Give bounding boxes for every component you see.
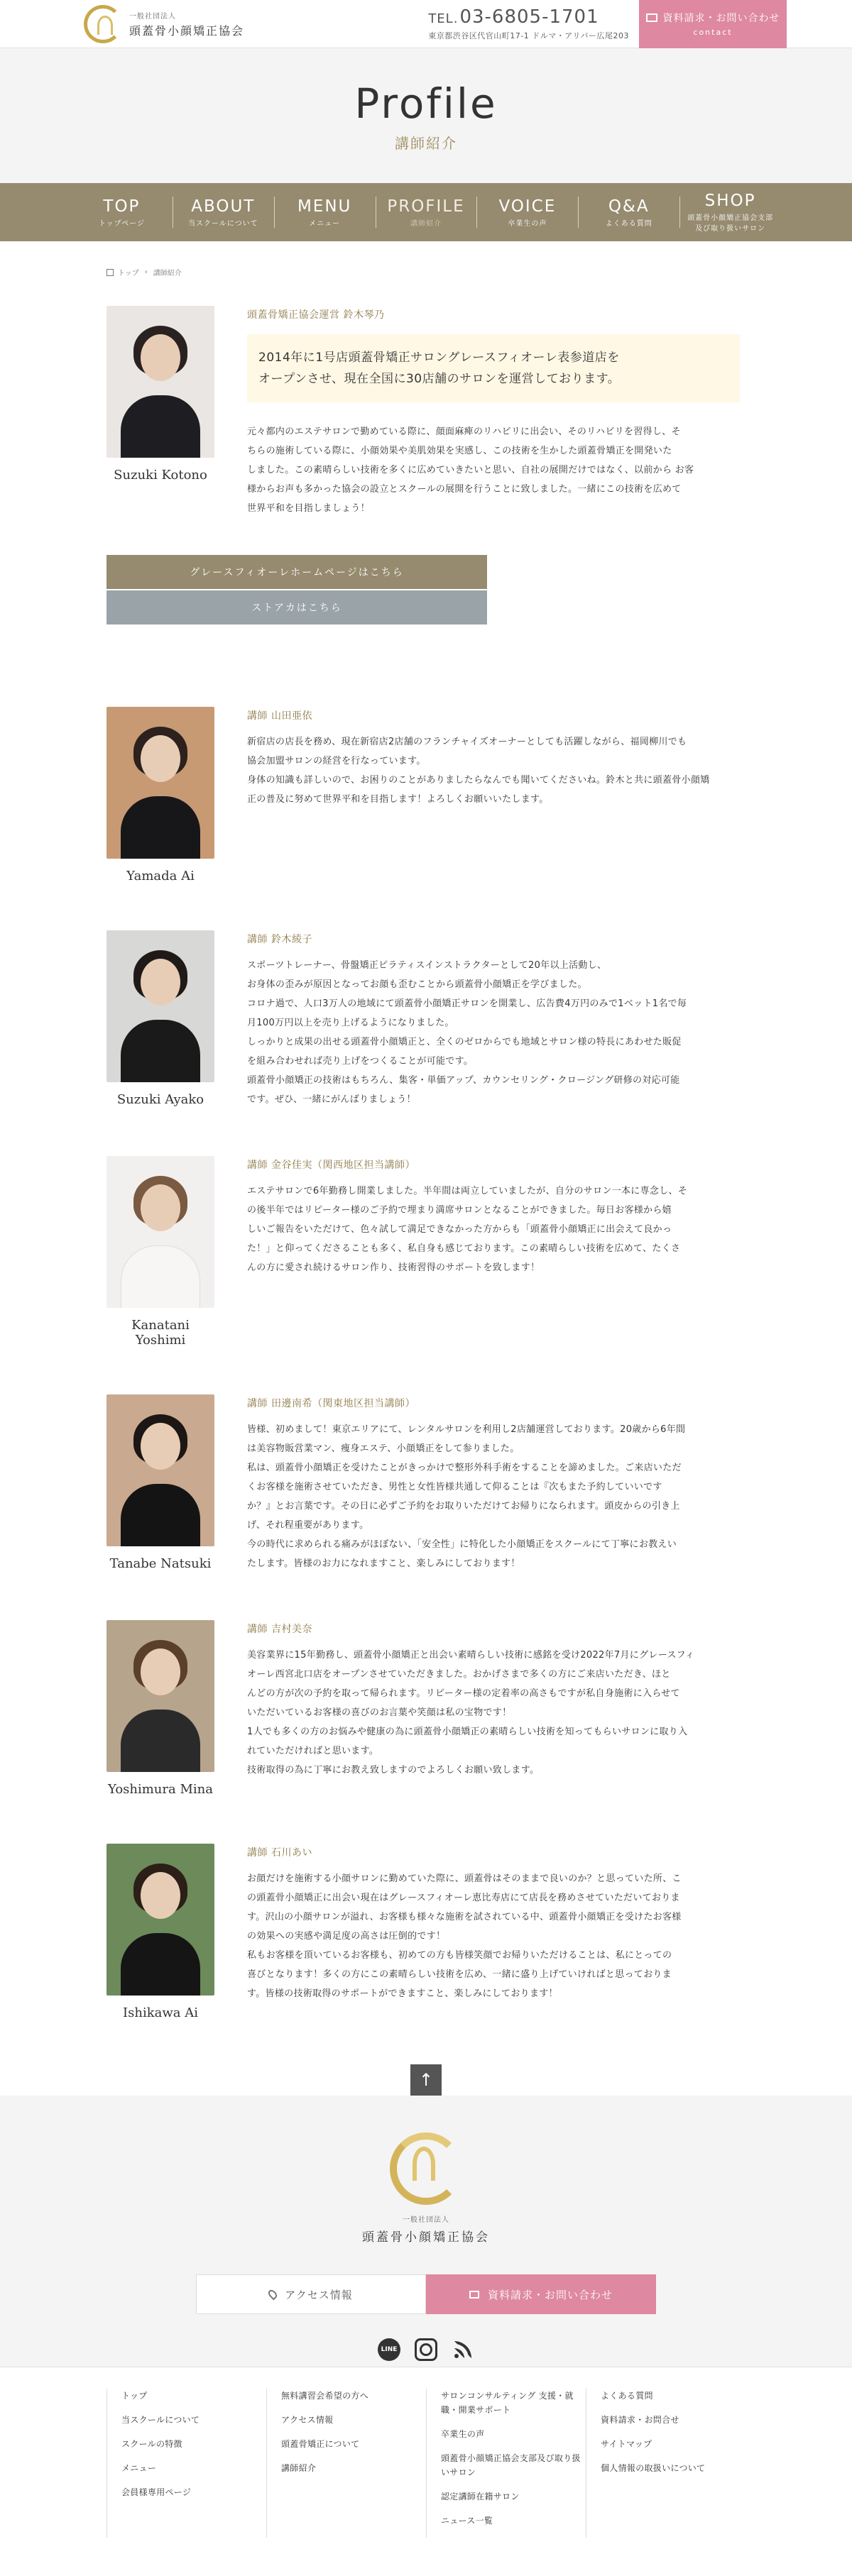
profile-card [106,1620,746,1797]
nav-profile[interactable]: PROFILE 講師紹介 [376,194,477,231]
tel-block[interactable] [428,6,629,41]
profile-role: 講師 吉村美奈 [247,1624,312,1635]
instagram-icon[interactable] [415,2338,437,2361]
sitemap-column [426,2389,586,2538]
mail-icon [646,13,657,22]
sitemap-link[interactable]: トップ [121,2391,148,2401]
profile-name: Yamada Ai [126,869,195,884]
sitemap-link[interactable]: 講師紹介 [281,2463,317,2473]
mail-icon [469,2291,479,2299]
social-links [0,2338,852,2361]
profile-photo [106,707,214,859]
line-icon[interactable]: LINE [378,2338,400,2361]
profile-role: 講師 山田亜依 [247,710,312,722]
header-contact-button[interactable]: 資料請求・お問い合わせ contact [639,0,787,48]
sitemap-link[interactable]: 頭蓋骨矯正について [281,2439,360,2449]
profile-photo [106,306,214,458]
access-button[interactable]: アクセス情報 [196,2274,426,2314]
global-nav [0,183,852,241]
site-logo[interactable] [84,5,244,43]
nav-shop[interactable]: SHOP 頭蓋骨小顔矯正協会支部 及び取り扱いサロン [679,194,781,231]
profile-description: スポーツトレーナー、骨盤矯正ピラティスインストラクターとして20年以上活動し、 お身体の歪みが原因となってお顔も歪むことから頭蓋骨小顔矯正を学びました。 コロナ過で、人口3万人の地域にて頭蓋骨小顔矯正サロンを開業し、広告費4万円のみで1ベット1名で毎 月100万円以上を売り上げるようになりました。 しっかりと成果の出せる頭蓋骨小顔矯正と、全くのゼロからでも地域とサロン様の特長にあわせた販促 を組み合わせれば売り上げをつくることが可能です。 頭蓋骨小顔矯正の技術はもちろん、集客・単価アップ、カウンセリング・クロージング研修の対応可能 です。ぜひ、一緒にがんばりましょう！ [247,960,687,1105]
profile-card [106,1394,746,1573]
back-to-top-button[interactable] [410,2064,442,2096]
sitemap-link[interactable]: 無料講習会希望の方へ [281,2391,369,2401]
sitemap-link[interactable]: 資料請求・お問合せ [601,2415,679,2425]
profile-name: Tanabe Natsuki [109,1556,212,1571]
profile-name: Suzuki Ayako [116,1092,204,1107]
profile-photo [106,1394,214,1546]
profile-name: Suzuki Kotono [114,468,207,483]
page-hero [0,48,852,183]
sitemap-link[interactable]: スクールの特徴 [121,2439,182,2449]
profile-highlight: 2014年に1号店頭蓋骨矯正サロングレースフィオーレ表参道店を オープンさせ、現在全国に30店舗のサロンを運営しております。 [247,334,740,402]
logo-main-text: 頭蓋骨小顔矯正協会 [129,23,245,38]
profile-description: 美容業界に15年勤務し、頭蓋骨小顔矯正と出会い素晴らしい技術に感銘を受け2022年7月にグレースフィ オーレ西宮北口店をオープンさせていただきました。おかげさまで多くの方にご来店いただき、ほと んどの方が次の予約を取って帰られます。リピーター様の定着率の高さもですが私自身施術に入らせて いただいているお客様の喜びのお言葉や笑顔は私の宝物です！ 1人でも多くの方のお悩みや健康の為に頭蓋骨小顔矯正の素晴らしい技術を知ってもらいサロンに取り入 れていただければと思います。 技術取得の為に丁寧にお教え致しますのでよろしくお願い致します。 [247,1650,695,1776]
sitemap-link[interactable]: 卒業生の声 [441,2429,485,2439]
sitemap-link[interactable]: 個人情報の取扱いについて [601,2463,706,2473]
sitemap-column [586,2389,746,2538]
profile-description: お顔だけを施術する小顔サロンに勤めていた際に、頭蓋骨はそのままで良いのか？と思っていた所、こ の頭蓋骨小顔矯正に出会い現在はグレースフィオーレ恵比寿店にて店長を務めさせていただいておりま す。沢山の小顔サロンが溢れ、お客様も様々な施術を試されている中、頭蓋骨小顔矯正を受けたお客様 の効果への実感や満足度の高さは圧倒的です！ 私もお客様を頂いているお客様も、初めての方も皆様笑顔でお帰りいただけることは、私にとっての 喜びとなります！多くの方にこの素晴らしい技術を広め、一緒に盛り上げていければと思っておりま す。皆様の技術取得のサポートができますこと、楽しみにしております！ [247,1873,682,1999]
profile-photo [106,1156,214,1308]
rss-icon[interactable] [452,2338,474,2361]
profile-card [106,306,746,518]
page-subtitle: 講師紹介 [395,135,457,152]
profile-name: Yoshimura Mina [108,1782,213,1797]
profile-name: Ishikawa Ai [123,2005,198,2020]
profile-name: Kanatani Yoshimi [131,1318,190,1348]
profile-role: 講師 田邊南希（関東地区担当講師） [247,1398,415,1409]
chevron-right-icon: › [144,268,148,276]
sitemap-link[interactable]: 認定講師在籍サロン [441,2492,520,2501]
profile-card [106,1156,746,1348]
nav-top[interactable]: TOP トップページ [98,197,145,228]
footer-contact-button[interactable]: 資料請求・お問い合わせ [426,2274,656,2314]
nav-voice[interactable]: VOICE 卒業生の声 [476,194,578,231]
profile-description: 皆様、初めまして！東京エリアにて、レンタルサロンを利用し2店舗運営しております。20歳から6年間 は美容物販営業マン、痩身エステ、小顔矯正をして参りました。 私は、頭蓋骨小顔矯正を受けたことがきっかけで整形外科手術をすることを諦めました。ご来店いただ くお客様を施術させていただき、男性と女性皆様共通して仰ることは『次もまた予約していいです か？』とお言葉です。その日に必ずご予約をお取りいただけてお帰りになられます。頭皮からの引き上 げ、それ程重要があります。 今の時代に求められる痛みがほぼない、「安全性」に特化した小顔矯正をスクールにて丁寧にお教えい たします。皆様のお力になれますこと、楽しみにしております！ [247,1424,686,1569]
page-title: Profile [354,79,498,128]
profile-role: 講師 石川あい [247,1847,312,1859]
sitemap-link[interactable]: メニュー [121,2463,157,2473]
homepage-link-button[interactable]: グレースフィオーレホームページはこちら [106,555,487,589]
sitemap-link[interactable]: 会員様専用ページ [121,2487,192,2497]
arrow-up-icon: ↑ [418,2070,434,2090]
breadcrumb-home[interactable]: トップ [118,270,139,277]
footer-logo-small: 一般社団法人 [403,2216,449,2224]
site-footer [0,2096,852,2367]
sitemap-link[interactable]: アクセス情報 [281,2415,334,2425]
site-header [0,0,852,48]
profile-card [106,1844,746,2020]
profile-card [106,930,746,1109]
breadcrumb-current: 講師紹介 [153,270,182,277]
store-link-button[interactable]: ストアカはこちら [106,590,487,624]
sitemap-link[interactable]: サイトマップ [601,2439,652,2449]
footer-logo-icon[interactable] [387,2130,465,2208]
nav-qa[interactable]: Q&A よくある質問 [578,194,679,231]
sitemap-link[interactable]: ニュース一覧 [441,2516,493,2526]
profile-photo [106,1844,214,1996]
map-pin-icon [267,2289,279,2301]
profile-list [0,306,852,2020]
profile-card [106,707,746,884]
profile-description: エステサロンで6年勤務し開業しました。半年間は両立していましたが、自分のサロン一本に専念し、そ の後半年ではリピーター様のご予約で埋まり満席サロンとなることができました。毎日お客様から嬉 しいご報告をいただけて、色々試して満足できなかった方からも「頭蓋骨小顔矯正に出会えて良かっ た！」と仰ってくださることも多く、私自身も感じております。この素晴らしい技術を広めて、たくさ んの方に愛され続けるサロン作り、技術習得のサポートを致します！ [247,1186,688,1273]
profile-description: 新宿店の店長を務め、現在新宿店2店舗のフランチャイズオーナーとしても活躍しながら、福岡柳川でも 協会加盟サロンの経営を行なっています。 身体の知識も詳しいので、お困りのことがありましたらなんでも聞いてくださいね。鈴木と共に頭蓋骨小顔矯 正の普及に努めて世界平和を目指します！よろしくお願いいたします。 [247,737,710,805]
profile-role: 頭蓋骨矯正協会運営 鈴木琴乃 [247,309,385,321]
breadcrumb [106,267,852,277]
sitemap-link[interactable]: サロンコンサルティング 支援・就職・開業サポート [441,2391,574,2415]
profile-description: 元々都内のエステサロンで勤めている際に、顔面麻痺のリハビリに出会い、そのリハビリを習得し、そ ちらの施術している際に、小顔効果や美肌効果を実感し、この技術を生かした頭蓋骨矯正を開発いた しました。この素晴らしい技術を多くに広めていきたいと思い、自社の展開だけではなく、以前から お客 様からお声も多かった協会の設立とスクールの展開を行うことに致しました。一緒にこの技術を広めて 世界平和を目指しましょう！ [247,426,694,514]
footer-sitemap [0,2367,852,2576]
profile-role: 講師 鈴木綾子 [247,934,312,945]
logo-mark-icon [84,5,122,43]
home-icon [106,269,114,276]
profile-photo [106,1620,214,1772]
logo-small-text: 一般社団法人 [129,12,176,21]
nav-about[interactable]: ABOUT 当スクールについて [173,194,274,231]
address: 東京都渋谷区代官山町17-1 ドルマ・アリバー広尾203 [428,31,629,40]
sitemap-link[interactable]: 当スクールについて [121,2415,200,2425]
tel-number: TEL.03-6805-1701 [428,6,599,28]
sitemap-link[interactable]: よくある質問 [601,2391,653,2401]
footer-logo-main: 頭蓋骨小顔矯正協会 [362,2230,490,2245]
profile-role: 講師 金谷佳実（関西地区担当講師） [247,1160,415,1171]
sitemap-column [106,2389,266,2538]
sitemap-link[interactable]: 頭蓋骨小顔矯正協会支部及び取り扱いサロン [441,2453,581,2477]
nav-menu[interactable]: MENU メニュー [274,194,376,231]
sitemap-column [266,2389,426,2538]
profile-photo [106,930,214,1082]
